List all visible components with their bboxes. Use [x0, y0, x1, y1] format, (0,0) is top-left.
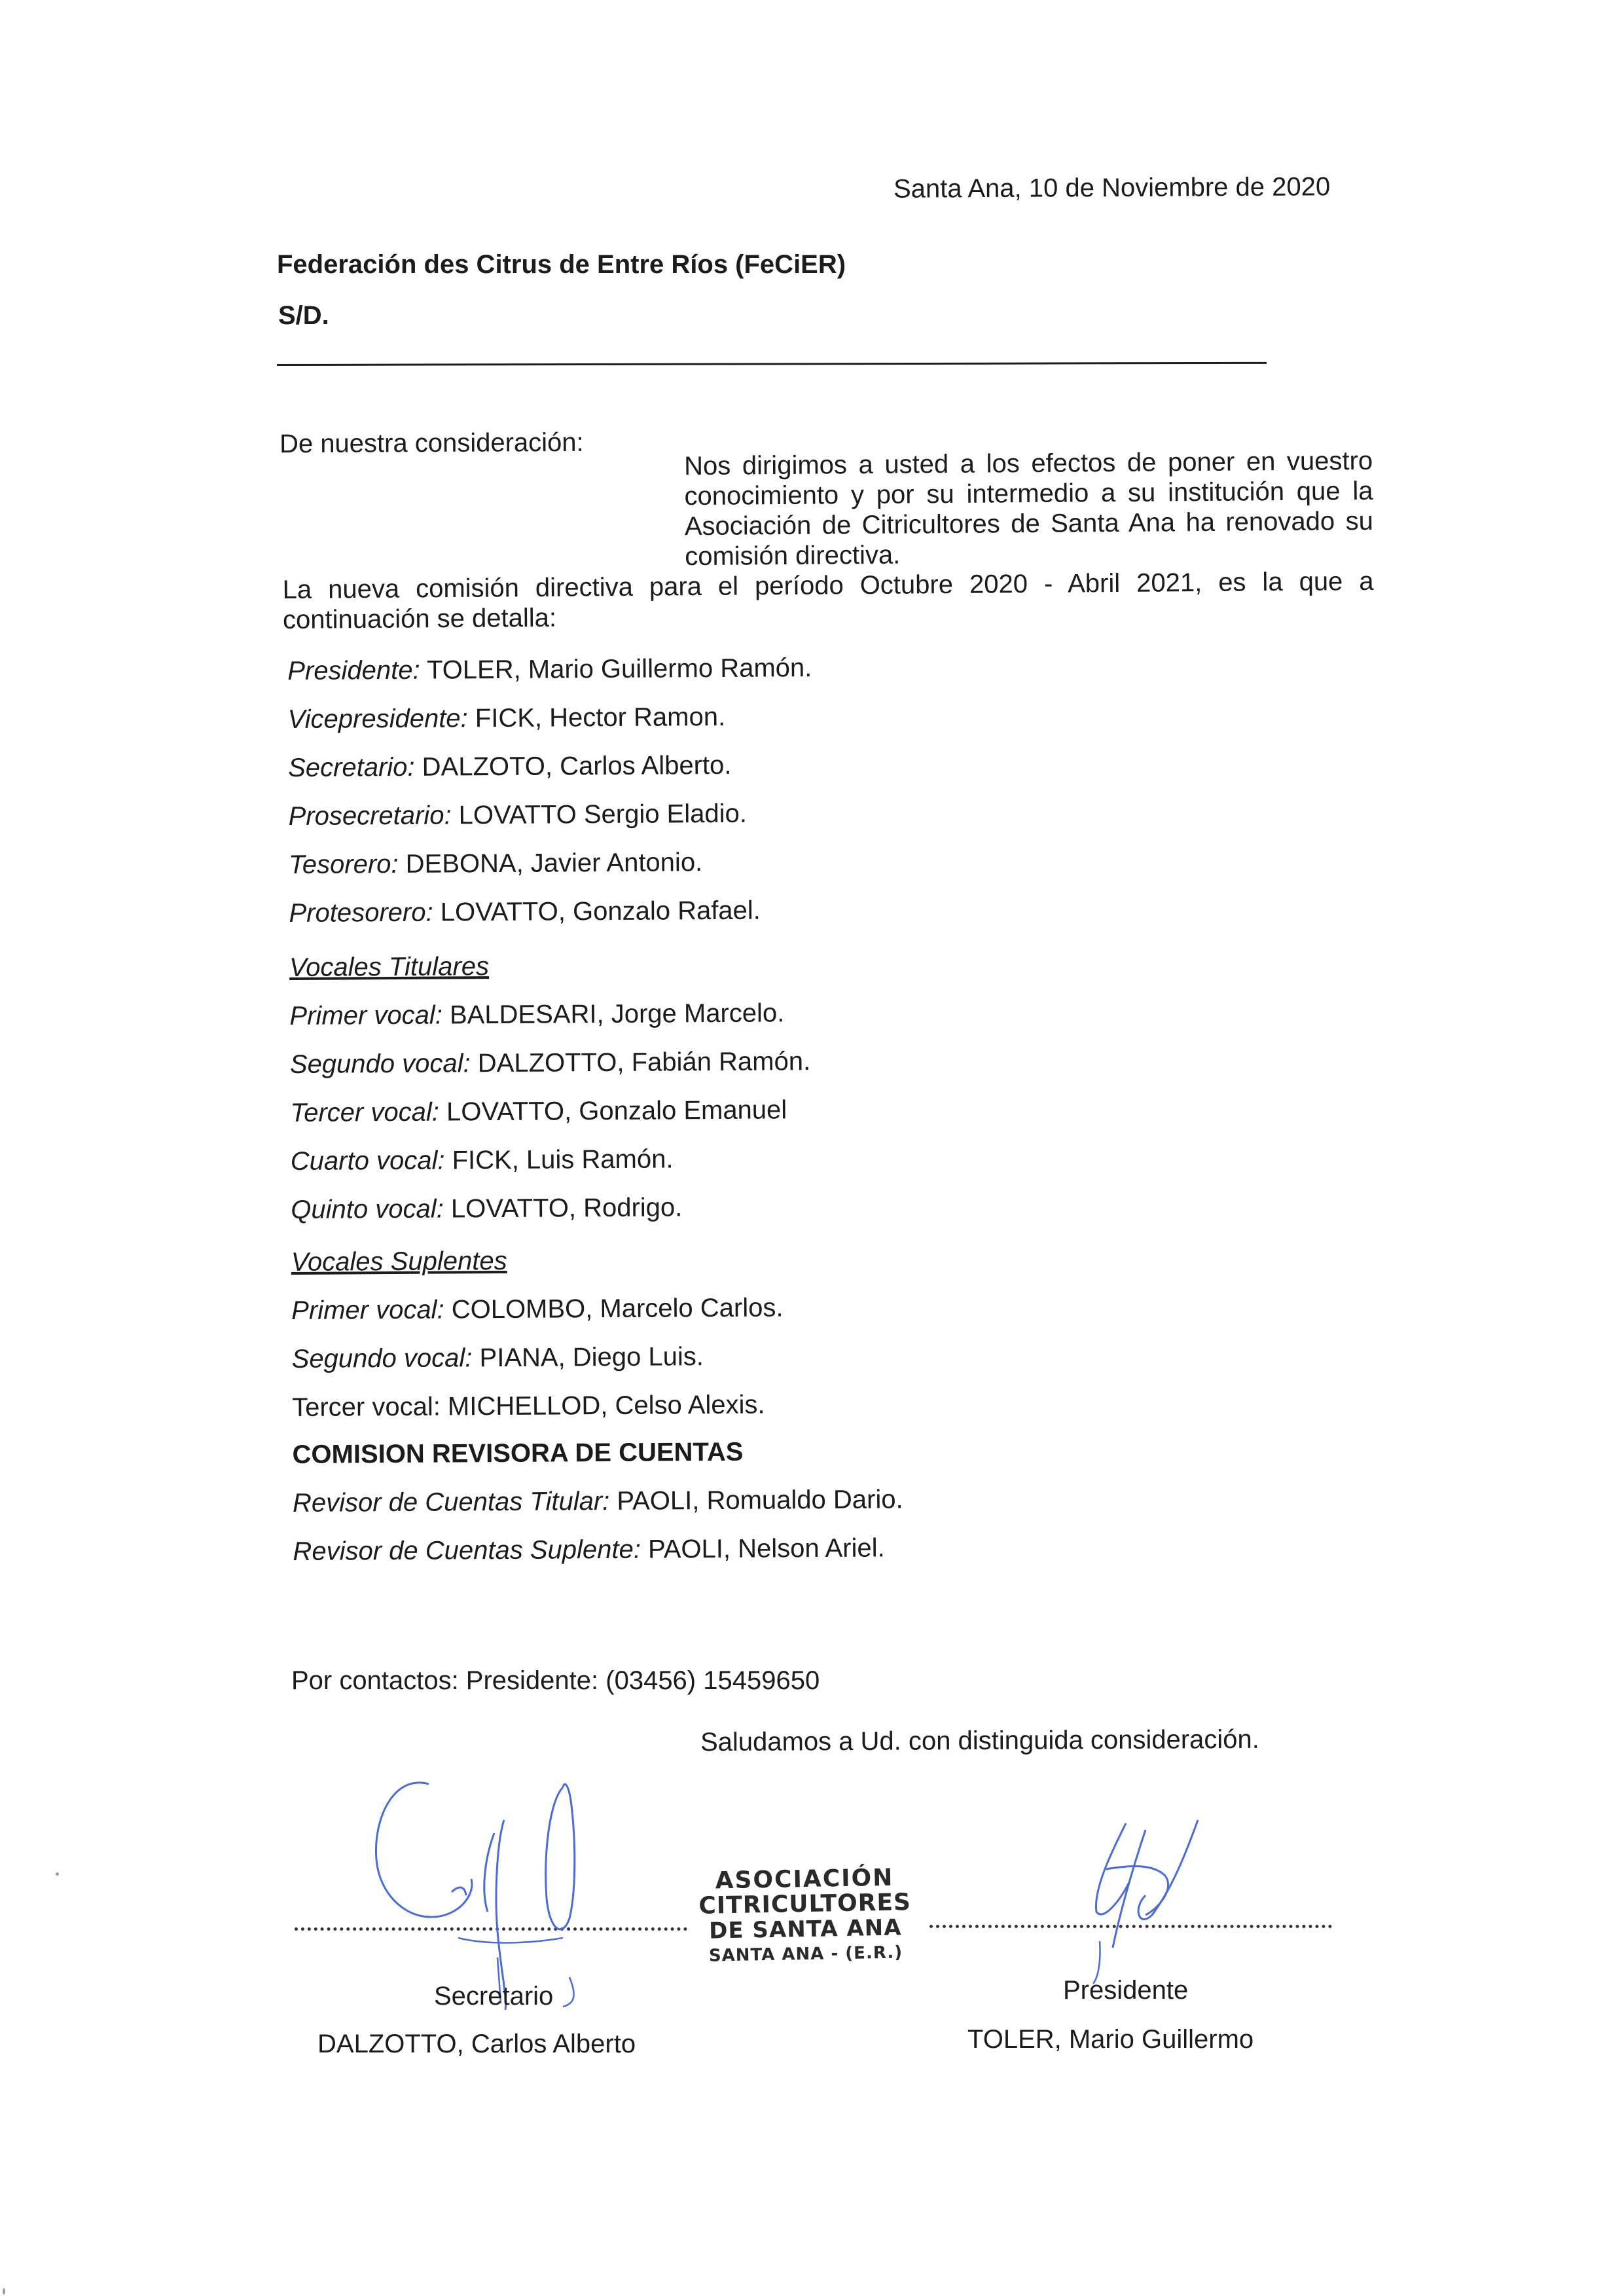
revisora-heading: COMISION REVISORA DE CUENTAS	[292, 1437, 744, 1469]
list-item	[292, 1342, 704, 1374]
paragraph-2: La nueva comisión directiva para el período Octubre 2020 - Abril 2021, es la que a continuación se detalla:	[282, 566, 1374, 634]
role-label: Segundo vocal:	[289, 1049, 471, 1079]
contact-line: Por contactos: Presidente: (03456) 15459650	[291, 1666, 820, 1695]
role-label: Segundo vocal:	[291, 1343, 473, 1374]
role-label: Revisor de Cuentas Titular:	[292, 1486, 610, 1518]
role-label: Primer vocal:	[289, 1000, 443, 1030]
list-item	[288, 799, 747, 831]
list-item: Tercer vocal: MICHELLOD, Celso Alexis.	[291, 1390, 765, 1422]
role-label: Primer vocal:	[291, 1295, 444, 1325]
member-name: BALDESARI, Jorge Marcelo.	[449, 998, 785, 1030]
list-item	[293, 1485, 903, 1518]
role-label: Prosecretario:	[288, 801, 452, 831]
role-label: Tercer vocal:	[290, 1097, 440, 1127]
secretary-name: DALZOTTO, Carlos Alberto	[317, 2030, 636, 2058]
list-item	[289, 998, 784, 1031]
role-label: Tesorero:	[288, 849, 399, 879]
president-signature	[1067, 1817, 1218, 1987]
body-text	[281, 446, 1374, 635]
secretary-title: Secretario	[434, 1982, 554, 2011]
list-item	[293, 1533, 884, 1567]
list-item	[289, 896, 761, 928]
paragraph-1: Nos dirigimos a usted a los efectos de poner en vuestro conocimiento y por su intermedio a su institución que la Asociación de Citricultores de Santa Ana ha renovado su comisión directiva.	[683, 446, 1374, 572]
vocales-suplentes-heading: Vocales Suplentes	[291, 1246, 507, 1277]
role-label: Presidente:	[287, 655, 420, 685]
header-rule	[277, 362, 1267, 366]
list-item	[290, 1095, 787, 1128]
list-item	[291, 1144, 674, 1176]
member-name: LOVATTO, Rodrigo.	[450, 1193, 683, 1224]
member-name: LOVATTO, Gonzalo Emanuel	[446, 1095, 787, 1127]
role-label: Revisor de Cuentas Suplente:	[293, 1535, 641, 1566]
role-label: Cuarto vocal:	[290, 1146, 445, 1176]
stamp-line: SANTA ANA - (E.R.)	[708, 1942, 903, 1966]
official-stamp	[680, 1865, 931, 1969]
member-name: DALZOTTO, Fabián Ramón.	[477, 1047, 811, 1078]
list-item	[287, 653, 812, 686]
list-item	[289, 848, 702, 880]
president-name: TOLER, Mario Guillermo	[967, 2025, 1254, 2054]
list-item	[291, 1193, 682, 1225]
president-title: Presidente	[1063, 1976, 1189, 2005]
vocales-titulares-heading: Vocales Titulares	[289, 952, 490, 982]
role-label: Protesorero:	[289, 898, 433, 928]
stamp-line: DE SANTA ANA	[708, 1914, 902, 1944]
scan-speck	[3, 2288, 5, 2295]
role-label: Vicepresidente:	[287, 704, 468, 734]
role-label: Secretario:	[288, 752, 415, 782]
list-item	[290, 1047, 810, 1080]
member-name: FICK, Hector Ramon.	[475, 702, 726, 733]
member-name: DEBONA, Javier Antonio.	[405, 848, 703, 879]
stamp-line: CITRICULTORES	[698, 1889, 912, 1920]
greeting: Saludamos a Ud. con distinguida consideración.	[700, 1724, 1259, 1757]
recipient: Federación des Citrus de Entre Ríos (FeCiER)	[277, 250, 846, 279]
member-name: PAOLI, Romualdo Dario.	[617, 1485, 903, 1516]
list-item	[288, 702, 726, 735]
salutation: De nuestra consideración:	[279, 428, 584, 459]
date-line: Santa Ana, 10 de Noviembre de 2020	[893, 172, 1331, 204]
scan-speck	[56, 1872, 59, 1876]
member-name: COLOMBO, Marcelo Carlos.	[451, 1293, 784, 1324]
member-name: DALZOTO, Carlos Alberto.	[422, 750, 732, 782]
member-name: TOLER, Mario Guillermo Ramón.	[426, 653, 812, 685]
member-name: FICK, Luis Ramón.	[452, 1144, 674, 1175]
member-name: LOVATTO, Gonzalo Rafael.	[440, 896, 761, 927]
recipient-sd: S/D.	[278, 301, 329, 330]
member-name: PIANA, Diego Luis.	[479, 1342, 704, 1373]
member-name: LOVATTO Sergio Eladio.	[458, 799, 748, 830]
list-item	[291, 1293, 784, 1326]
member-name: PAOLI, Nelson Ariel.	[647, 1533, 885, 1564]
list-item	[288, 751, 732, 783]
role-label: Quinto vocal:	[291, 1194, 444, 1224]
secretary-signature	[367, 1761, 602, 2016]
stamp-line: ASOCIACIÓN	[715, 1864, 894, 1895]
